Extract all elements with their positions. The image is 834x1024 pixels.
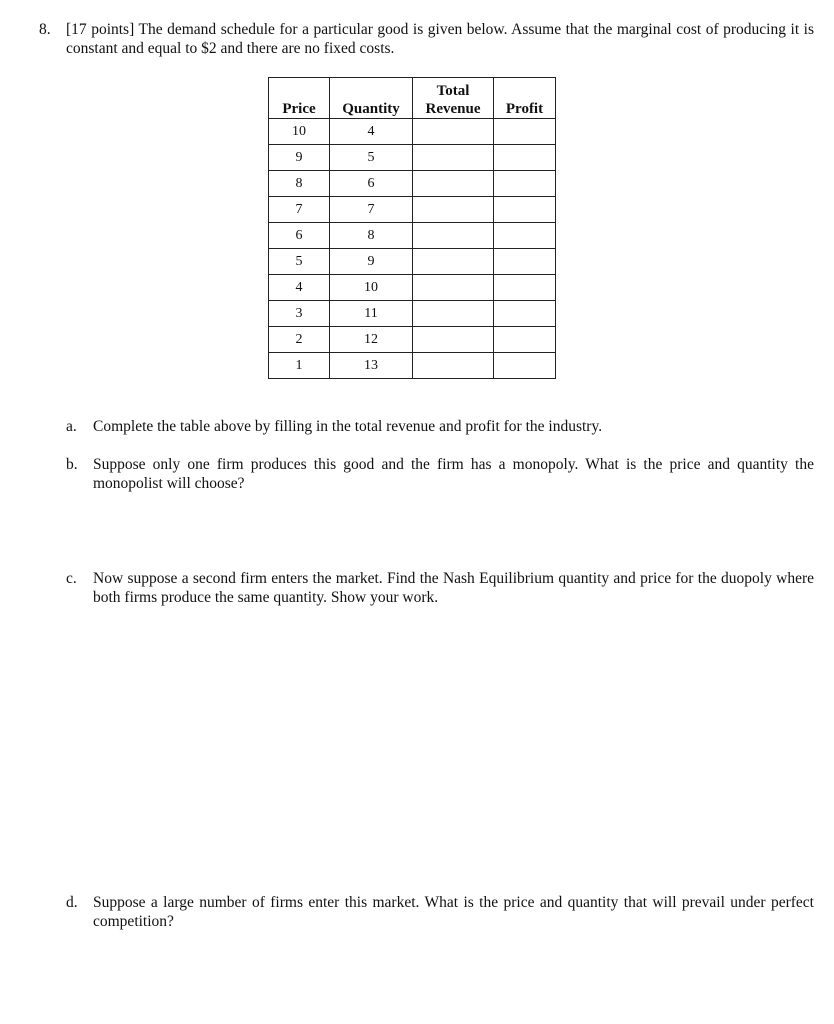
profit-cell	[494, 353, 556, 379]
profit-cell	[494, 223, 556, 249]
table-row	[269, 327, 556, 353]
part-a-letter: a.	[66, 418, 77, 435]
table-row	[269, 249, 556, 275]
total-revenue-cell	[413, 301, 494, 327]
total-revenue-cell	[413, 197, 494, 223]
profit-cell	[494, 197, 556, 223]
total-revenue-cell	[413, 275, 494, 301]
quantity-cell: 8	[330, 223, 413, 249]
price-cell: 6	[269, 223, 330, 249]
profit-cell	[494, 171, 556, 197]
quantity-cell: 10	[330, 275, 413, 301]
quantity-cell: 7	[330, 197, 413, 223]
profit-cell	[494, 145, 556, 171]
total-revenue-cell	[413, 249, 494, 275]
table-row	[269, 119, 556, 145]
header-quantity: Quantity	[330, 78, 413, 119]
table-row	[269, 197, 556, 223]
question-text: [17 points] The demand schedule for a particular good is given below. Assume that the marginal cost of producing it is constant and equal to $2 and there are no fixed costs.	[66, 21, 814, 57]
total-revenue-cell	[413, 145, 494, 171]
price-cell: 5	[269, 249, 330, 275]
part-a-text: Complete the table above by filling in the total revenue and profit for the industry.	[93, 418, 603, 435]
quantity-cell: 13	[330, 353, 413, 379]
total-revenue-cell	[413, 171, 494, 197]
price-cell: 4	[269, 275, 330, 301]
total-revenue-cell	[413, 353, 494, 379]
profit-cell	[494, 249, 556, 275]
table-row	[269, 171, 556, 197]
price-cell: 9	[269, 145, 330, 171]
quantity-cell: 9	[330, 249, 413, 275]
part-d-text: Suppose a large number of firms enter this market. What is the price and quantity that will prevail under perfect competition?	[93, 894, 814, 930]
price-cell: 2	[269, 327, 330, 353]
part-c	[66, 569, 814, 607]
price-cell: 10	[269, 119, 330, 145]
profit-cell	[494, 301, 556, 327]
part-b	[66, 455, 814, 493]
quantity-cell: 4	[330, 119, 413, 145]
question-8	[39, 20, 814, 58]
part-d-letter: d.	[66, 894, 78, 911]
profit-cell	[494, 275, 556, 301]
table-row	[269, 223, 556, 249]
table-row	[269, 301, 556, 327]
price-cell: 7	[269, 197, 330, 223]
demand-schedule-table	[268, 77, 556, 379]
part-d	[66, 893, 814, 931]
price-cell: 8	[269, 171, 330, 197]
part-c-letter: c.	[66, 570, 77, 587]
price-cell: 1	[269, 353, 330, 379]
quantity-cell: 11	[330, 301, 413, 327]
table-row	[269, 353, 556, 379]
part-b-text: Suppose only one firm produces this good and the firm has a monopoly. What is the price and quantity the monopolist will choose?	[93, 456, 814, 492]
total-revenue-cell	[413, 119, 494, 145]
price-cell: 3	[269, 301, 330, 327]
total-revenue-cell	[413, 327, 494, 353]
part-b-letter: b.	[66, 456, 78, 473]
header-profit: Profit	[494, 78, 556, 119]
profit-cell	[494, 327, 556, 353]
question-number: 8.	[39, 21, 51, 38]
quantity-cell: 5	[330, 145, 413, 171]
table-header-row	[269, 78, 556, 119]
part-a	[66, 417, 814, 436]
table-row	[269, 275, 556, 301]
table-row	[269, 145, 556, 171]
quantity-cell: 6	[330, 171, 413, 197]
header-total-revenue: Total Revenue	[413, 78, 494, 119]
part-c-text: Now suppose a second firm enters the market. Find the Nash Equilibrium quantity and price for the duopoly where both firms produce the same quantity. Show your work.	[93, 570, 814, 606]
quantity-cell: 12	[330, 327, 413, 353]
profit-cell	[494, 119, 556, 145]
total-revenue-cell	[413, 223, 494, 249]
header-price: Price	[269, 78, 330, 119]
